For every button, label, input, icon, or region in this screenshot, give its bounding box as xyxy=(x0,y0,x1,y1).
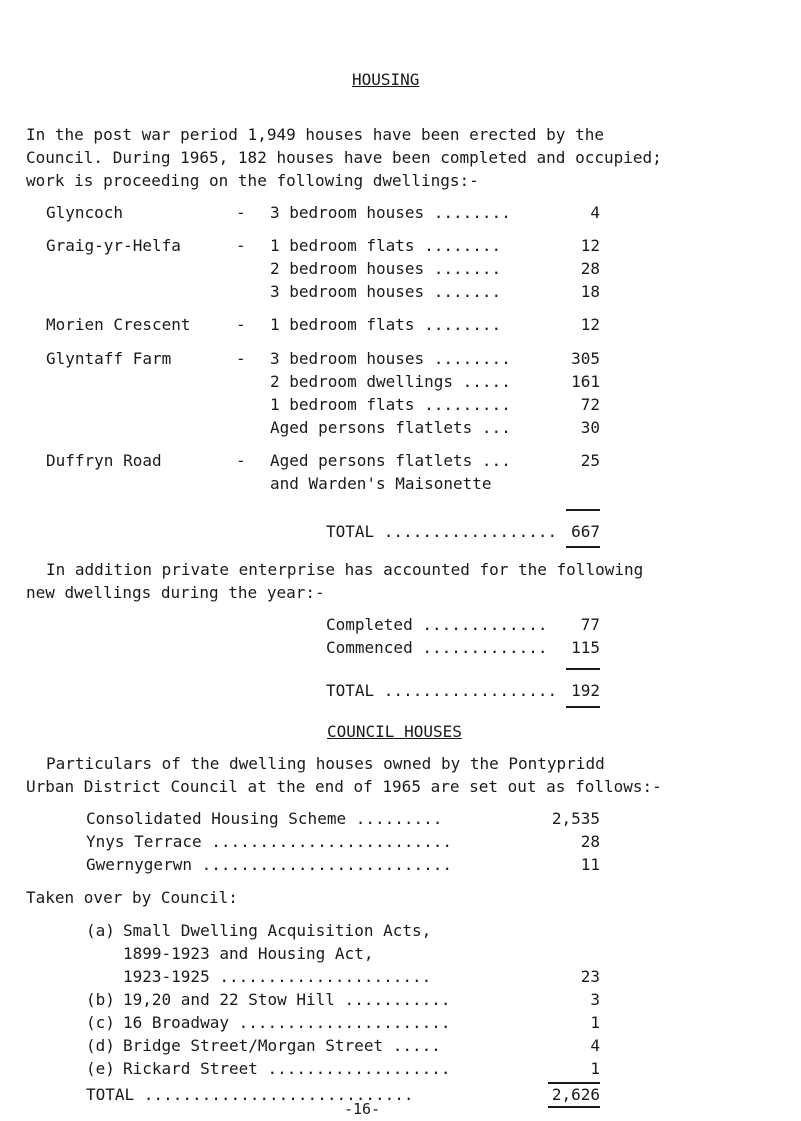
item-count: 1 xyxy=(590,1059,600,1078)
council-houses-heading: COUNCIL HOUSES xyxy=(327,722,462,741)
private-row: Completed ............. xyxy=(326,615,548,634)
scheme-count: 2,535 xyxy=(551,809,600,828)
total-label: TOTAL .................. xyxy=(326,522,558,541)
dwelling-line: 3 bedroom houses ........ xyxy=(270,349,511,368)
total-value: 2,626 xyxy=(551,1085,600,1104)
item-line: Rickard Street ................... xyxy=(123,1059,451,1078)
total-rule xyxy=(566,668,600,670)
private-count: 77 xyxy=(580,615,600,634)
dwelling-line: 3 bedroom houses ........ xyxy=(270,203,511,222)
total-label: TOTAL ............................ xyxy=(86,1085,414,1104)
dwelling-count: 12 xyxy=(580,236,600,255)
intro-line-3: work is proceeding on the following dwellings:- xyxy=(26,171,479,190)
page-number: -16- xyxy=(344,1100,381,1118)
item-count: 3 xyxy=(590,990,600,1009)
total-rule xyxy=(566,706,600,708)
dwelling-line: 3 bedroom houses ....... xyxy=(270,282,502,301)
dwelling-line: 1 bedroom flats ........ xyxy=(270,315,502,334)
site-name: Duffryn Road xyxy=(46,451,162,470)
council-intro-line-2: Urban District Council at the end of 1965 are set out as follows:- xyxy=(26,777,662,796)
site-name: Graig-yr-Helfa xyxy=(46,236,181,255)
total-value: 667 xyxy=(571,522,600,541)
site-name: Glyncoch xyxy=(46,203,124,222)
housing-heading: HOUSING xyxy=(352,70,420,89)
site-name: Glyntaff Farm xyxy=(46,349,172,368)
item-count: 1 xyxy=(590,1013,600,1032)
total-value: 192 xyxy=(571,681,600,700)
total-rule xyxy=(548,1082,600,1084)
item-line: 1899-1923 and Housing Act, xyxy=(123,944,374,963)
dwelling-line: 1 bedroom flats ........ xyxy=(270,236,502,255)
item-line: Bridge Street/Morgan Street ..... xyxy=(123,1036,441,1055)
item-line: Small Dwelling Acquisition Acts, xyxy=(123,921,432,940)
dwelling-line: 2 bedroom houses ....... xyxy=(270,259,502,278)
total-rule xyxy=(566,509,600,511)
dwelling-count: 305 xyxy=(571,349,600,368)
scheme-row: Ynys Terrace ......................... xyxy=(86,832,453,851)
dwelling-line: and Warden's Maisonette xyxy=(270,474,492,493)
scheme-count: 28 xyxy=(580,832,600,851)
site-name: Morien Crescent xyxy=(46,315,191,334)
private-row: Commenced ............. xyxy=(326,638,548,657)
item-line: 19,20 and 22 Stow Hill ........... xyxy=(123,990,451,1009)
council-intro-line-1: Particulars of the dwelling houses owned by the Pontypridd xyxy=(46,754,605,773)
item-key: (d) xyxy=(86,1036,115,1055)
total-rule xyxy=(548,1106,600,1108)
total-rule xyxy=(566,546,600,548)
item-key: (b) xyxy=(86,990,115,1009)
dwelling-line: Aged persons flatlets ... xyxy=(270,418,511,437)
dwelling-count: 28 xyxy=(580,259,600,278)
dwelling-count: 72 xyxy=(580,395,600,414)
site-dash: - xyxy=(236,203,246,222)
total-label: TOTAL .................. xyxy=(326,681,558,700)
item-key: (a) xyxy=(86,921,115,940)
site-dash: - xyxy=(236,315,246,334)
private-intro-line-2: new dwellings during the year:- xyxy=(26,583,325,602)
site-dash: - xyxy=(236,349,246,368)
taken-over-label: Taken over by Council: xyxy=(26,888,238,907)
dwelling-count: 25 xyxy=(580,451,600,470)
private-count: 115 xyxy=(571,638,600,657)
scheme-row: Consolidated Housing Scheme ......... xyxy=(86,809,443,828)
item-line: 1923-1925 ...................... xyxy=(123,967,432,986)
item-key: (c) xyxy=(86,1013,115,1032)
item-line: 16 Broadway ...................... xyxy=(123,1013,451,1032)
site-dash: - xyxy=(236,451,246,470)
dwelling-count: 30 xyxy=(580,418,600,437)
dwelling-line: 2 bedroom dwellings ..... xyxy=(270,372,511,391)
scheme-count: 11 xyxy=(580,855,600,874)
intro-line-1: In the post war period 1,949 houses have been erected by the xyxy=(26,125,604,144)
item-key: (e) xyxy=(86,1059,115,1078)
dwelling-count: 4 xyxy=(590,203,600,222)
scheme-row: Gwernygerwn .......................... xyxy=(86,855,453,874)
dwelling-line: 1 bedroom flats ......... xyxy=(270,395,511,414)
dwelling-count: 161 xyxy=(571,372,600,391)
site-dash: - xyxy=(236,236,246,255)
item-count: 23 xyxy=(580,967,600,986)
dwelling-count: 12 xyxy=(580,315,600,334)
item-count: 4 xyxy=(590,1036,600,1055)
intro-line-2: Council. During 1965, 182 houses have been completed and occupied; xyxy=(26,148,662,167)
dwelling-line: Aged persons flatlets ... xyxy=(270,451,511,470)
dwelling-count: 18 xyxy=(580,282,600,301)
private-intro-line-1: In addition private enterprise has accounted for the following xyxy=(46,560,644,579)
